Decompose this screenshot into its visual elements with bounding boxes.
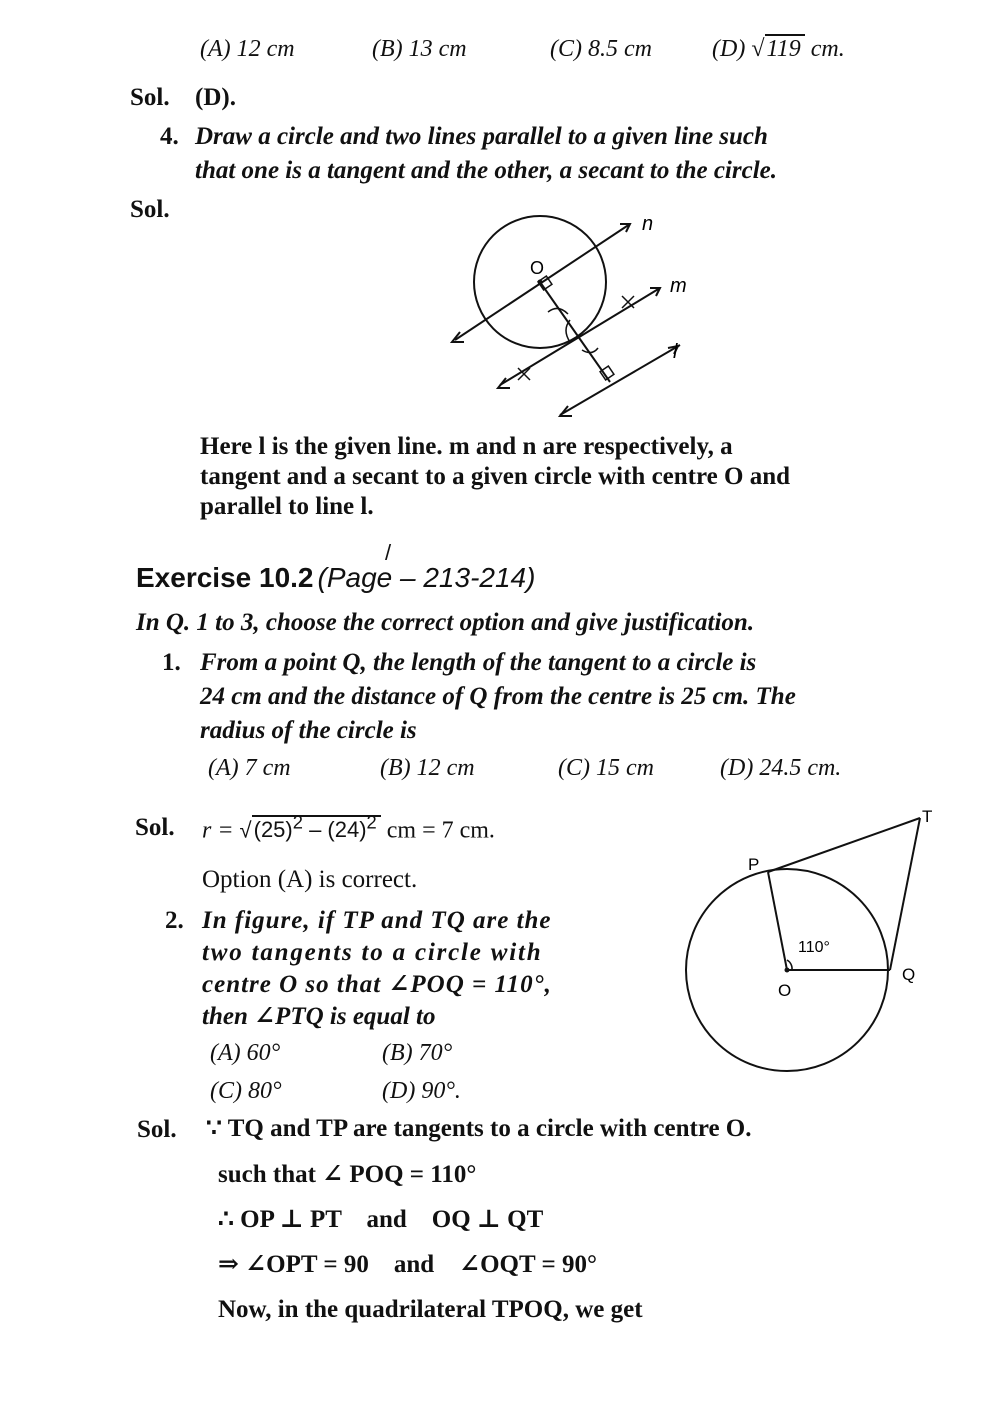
sol1-exp-b: 2 [366, 812, 377, 833]
sol1-radicand-b: (24) [327, 817, 367, 843]
tangent-secant-figure [430, 200, 710, 430]
label-q: Q [902, 965, 916, 984]
q1-option-d: (D) 24.5 cm. [720, 755, 842, 781]
q4-number: 4. [160, 123, 179, 150]
sol2-label: Sol. [137, 1116, 177, 1143]
q1-line1: From a point Q, the length of the tangent to a circle is [200, 649, 757, 676]
q3-option-d-unit: cm. [810, 36, 845, 62]
q2-line4: then ∠PTQ is equal to [202, 1003, 436, 1030]
q2-line2: two tangents to a circle with [202, 939, 543, 966]
sol1-lhs: r = [202, 817, 234, 844]
tangents-figure [680, 800, 950, 1080]
q4-line2: that one is a tangent and the other, a secant to the circle. [195, 157, 777, 184]
construction-cross [622, 296, 634, 308]
sol4-line1: Here l is the given line. m and n are respectively, a [200, 433, 733, 460]
label-n: n [642, 213, 654, 235]
q3-option-a: (A) 12 cm [200, 36, 295, 62]
q3-option-b: (B) 13 cm [372, 36, 467, 62]
sol1-label: Sol. [135, 814, 175, 841]
centre-point [538, 280, 543, 285]
sol1-minus: – [302, 817, 328, 843]
q2-option-d: (D) 90°. [382, 1078, 461, 1104]
sqrt-symbol: $√(25)^2 - (24)^2$ [240, 812, 381, 843]
tangent-tp [768, 818, 920, 872]
q2-option-a: (A) 60° [210, 1040, 281, 1066]
sol1-conclusion: Option (A) is correct. [202, 866, 418, 893]
q4-line1: Draw a circle and two lines parallel to a given line such [195, 123, 768, 150]
sol1-radicand [252, 812, 381, 843]
sol4-line2: tangent and a secant to a given circle with centre O and [200, 463, 791, 490]
sol2-line4: ⇒ ∠OPT = 90 and ∠OQT = 90° [218, 1251, 597, 1278]
sol3-label: Sol. [130, 84, 170, 111]
exercise-page: (Page – 213-214) [317, 562, 536, 593]
sol2-line2: such that ∠ POQ = 110° [218, 1161, 477, 1188]
q2-line1: In figure, if TP and TQ are the [202, 907, 552, 934]
angle-label: 110° [798, 939, 830, 956]
q1-line2: 24 cm and the distance of Q from the centre is 25 cm. The [200, 683, 796, 710]
sol1-exp-a: 2 [292, 812, 303, 833]
q3-option-d-prefix: (D) [712, 36, 746, 62]
construction-arc [548, 308, 568, 314]
exercise-heading [136, 562, 535, 594]
q1-option-c: (C) 15 cm [558, 755, 654, 781]
exercise-instruction: In Q. 1 to 3, choose the correct option and give justification. [136, 609, 755, 636]
label-t: T [922, 807, 933, 826]
q1-line3: radius of the circle is [200, 717, 417, 744]
handwritten-tick: / [385, 540, 392, 565]
sqrt-symbol: √119 [751, 36, 804, 63]
perpendicular-line [540, 282, 610, 382]
q1-option-a: (A) 7 cm [208, 755, 291, 781]
q3-option-c: (C) 8.5 cm [550, 36, 652, 62]
exercise-title: Exercise 10.2 [136, 562, 314, 593]
label-p: P [748, 855, 760, 874]
q1-number: 1. [162, 649, 181, 676]
centre-label-o: O [530, 258, 545, 278]
q3-option-d [712, 36, 845, 63]
q2-option-b: (B) 70° [382, 1040, 453, 1066]
label-o: O [778, 981, 792, 1000]
sol1-rhs: cm = 7 cm. [386, 817, 495, 844]
radius-op [768, 872, 787, 970]
q2-option-c: (C) 80° [210, 1078, 282, 1104]
sol4-label: Sol. [130, 196, 170, 223]
construction-arc [582, 348, 598, 353]
tangent-tq [890, 818, 920, 970]
q2-number: 2. [165, 907, 184, 934]
sol4-line3: parallel to line l. [200, 493, 374, 520]
sol2-line5: Now, in the quadrilateral TPOQ, we get [218, 1296, 643, 1323]
sol1-formula [202, 812, 495, 844]
q3-option-d-radicand: 119 [765, 34, 805, 62]
sol2-line3: ∴ OP ⊥ PT and OQ ⊥ QT [218, 1206, 544, 1233]
sol3-answer: (D). [195, 84, 236, 111]
sol2-line1: ∵ TQ and TP are tangents to a circle with centre O. [206, 1115, 752, 1142]
sol1-radicand-a: (25) [253, 817, 293, 843]
label-l: l [673, 341, 678, 363]
label-m: m [670, 275, 687, 297]
q1-option-b: (B) 12 cm [380, 755, 475, 781]
centre-point [785, 968, 790, 973]
q2-line3: centre O so that ∠POQ = 110°, [202, 971, 552, 998]
given-line-l [560, 345, 680, 415]
